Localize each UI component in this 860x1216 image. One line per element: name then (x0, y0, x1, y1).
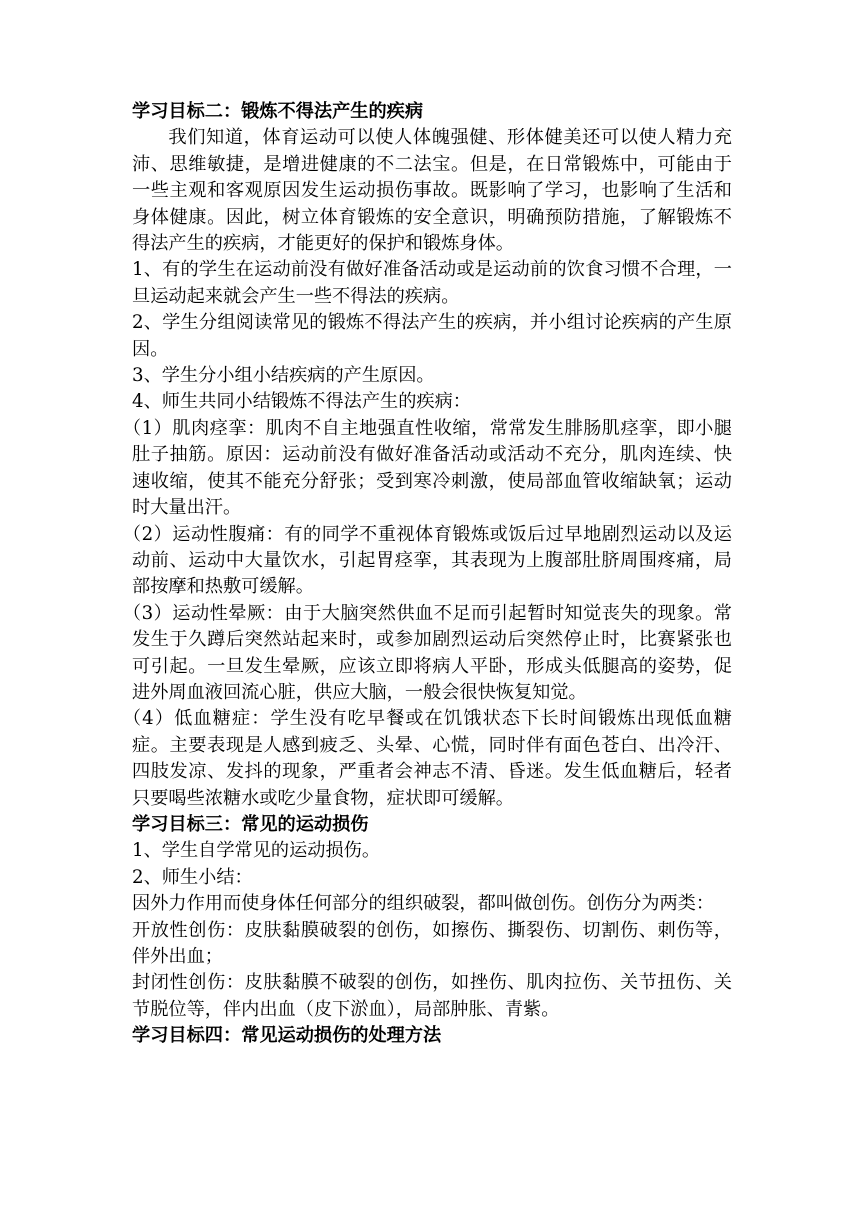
list-item: 2、师生小结： (132, 866, 253, 888)
paragraph: 封闭性创伤：皮肤黏膜不破裂的创伤，如挫伤、肌肉拉伤、关节扭伤、关节脱位等，伴内出血（皮下淤血），局部肿胀、青紫。 (132, 972, 732, 1020)
paragraph: 因外力作用而使身体任何部分的组织破裂，都叫做创伤。创伤分为两类： (132, 893, 715, 915)
disease-item-muscle-cramp: （1）肌肉痉挛：肌肉不自主地强直性收缩，常常发生腓肠肌痉挛，即小腿肚子抽筋。原因：运动前没有做好准备活动或活动不充分，肌肉连续、快速收缩，使其不能充分舒张；受到寒冷刺激，使局部血管收缩缺氧；运动时大量出汗。 (122, 417, 732, 519)
document-page (122, 99, 732, 1050)
section-heading-goal-2: 学习目标二：锻炼不得法产生的疾病 (132, 101, 424, 122)
section-heading-goal-4: 学习目标四：常见运动损伤的处理方法 (132, 1025, 442, 1047)
list-item: 4、师生共同小结锻炼不得法产生的疾病： (132, 391, 471, 413)
list-item: 1、学生自学常见的运动损伤。 (132, 840, 381, 862)
paragraph: 开放性创伤：皮肤黏膜破裂的创伤，如擦伤、撕裂伤、切割伤、刺伤等，伴外出血； (132, 919, 732, 967)
disease-item-abdominal-pain: （2）运动性腹痛：有的同学不重视体育锻炼或饭后过早地剧烈运动以及运动前、运动中大量饮水，引起胃痉挛，其表现为上腹部肚脐周围疼痛，局部按摩和热敷可缓解。 (122, 523, 732, 598)
disease-item-hypoglycemia: （4）低血糖症：学生没有吃早餐或在饥饿状态下长时间锻炼出现低血糖症。主要表现是人感到疲乏、头晕、心慌，同时伴有面色苍白、出冷汗、四肢发凉、发抖的现象，严重者会神志不清、昏迷。发生低血糖后，轻者只要喝些浓糖水或吃少量食物，症状即可缓解。 (122, 708, 732, 809)
list-item: 3、学生分小组小结疾病的产生原因。 (132, 365, 435, 387)
section-heading-goal-3: 学习目标三：常见的运动损伤 (132, 813, 369, 835)
list-item: 1、有的学生在运动前没有做好准备活动或是运动前的饮食习惯不合理，一旦运动起来就会产生一些不得法的疾病。 (132, 259, 732, 307)
disease-item-fainting: （3）运动性晕厥：由于大脑突然供血不足而引起暂时知觉丧失的现象。常发生于久蹲后突然站起来时，或参加剧烈运动后突然停止时，比赛紧张也可引起。一旦发生晕厥，应该立即将病人平卧，形成头低腿高的姿势，促进外周血液回流心脏，供应大脑，一般会很快恢复知觉。 (122, 602, 732, 703)
list-item: 2、学生分组阅读常见的锻炼不得法产生的疾病，并小组讨论疾病的产生原因。 (132, 312, 732, 360)
intro-paragraph: 我们知道，体育运动可以使人体魄强健、形体健美还可以使人精力充沛、思维敏捷，是增进健康的不二法宝。但是，在日常锻炼中，可能由于一些主观和客观原因发生运动损伤事故。既影响了学习，也影响了生活和身体健康。因此，树立体育锻炼的安全意识，明确预防措施，了解锻炼不得法产生的疾病，才能更好的保护和锻炼身体。 (132, 127, 732, 255)
